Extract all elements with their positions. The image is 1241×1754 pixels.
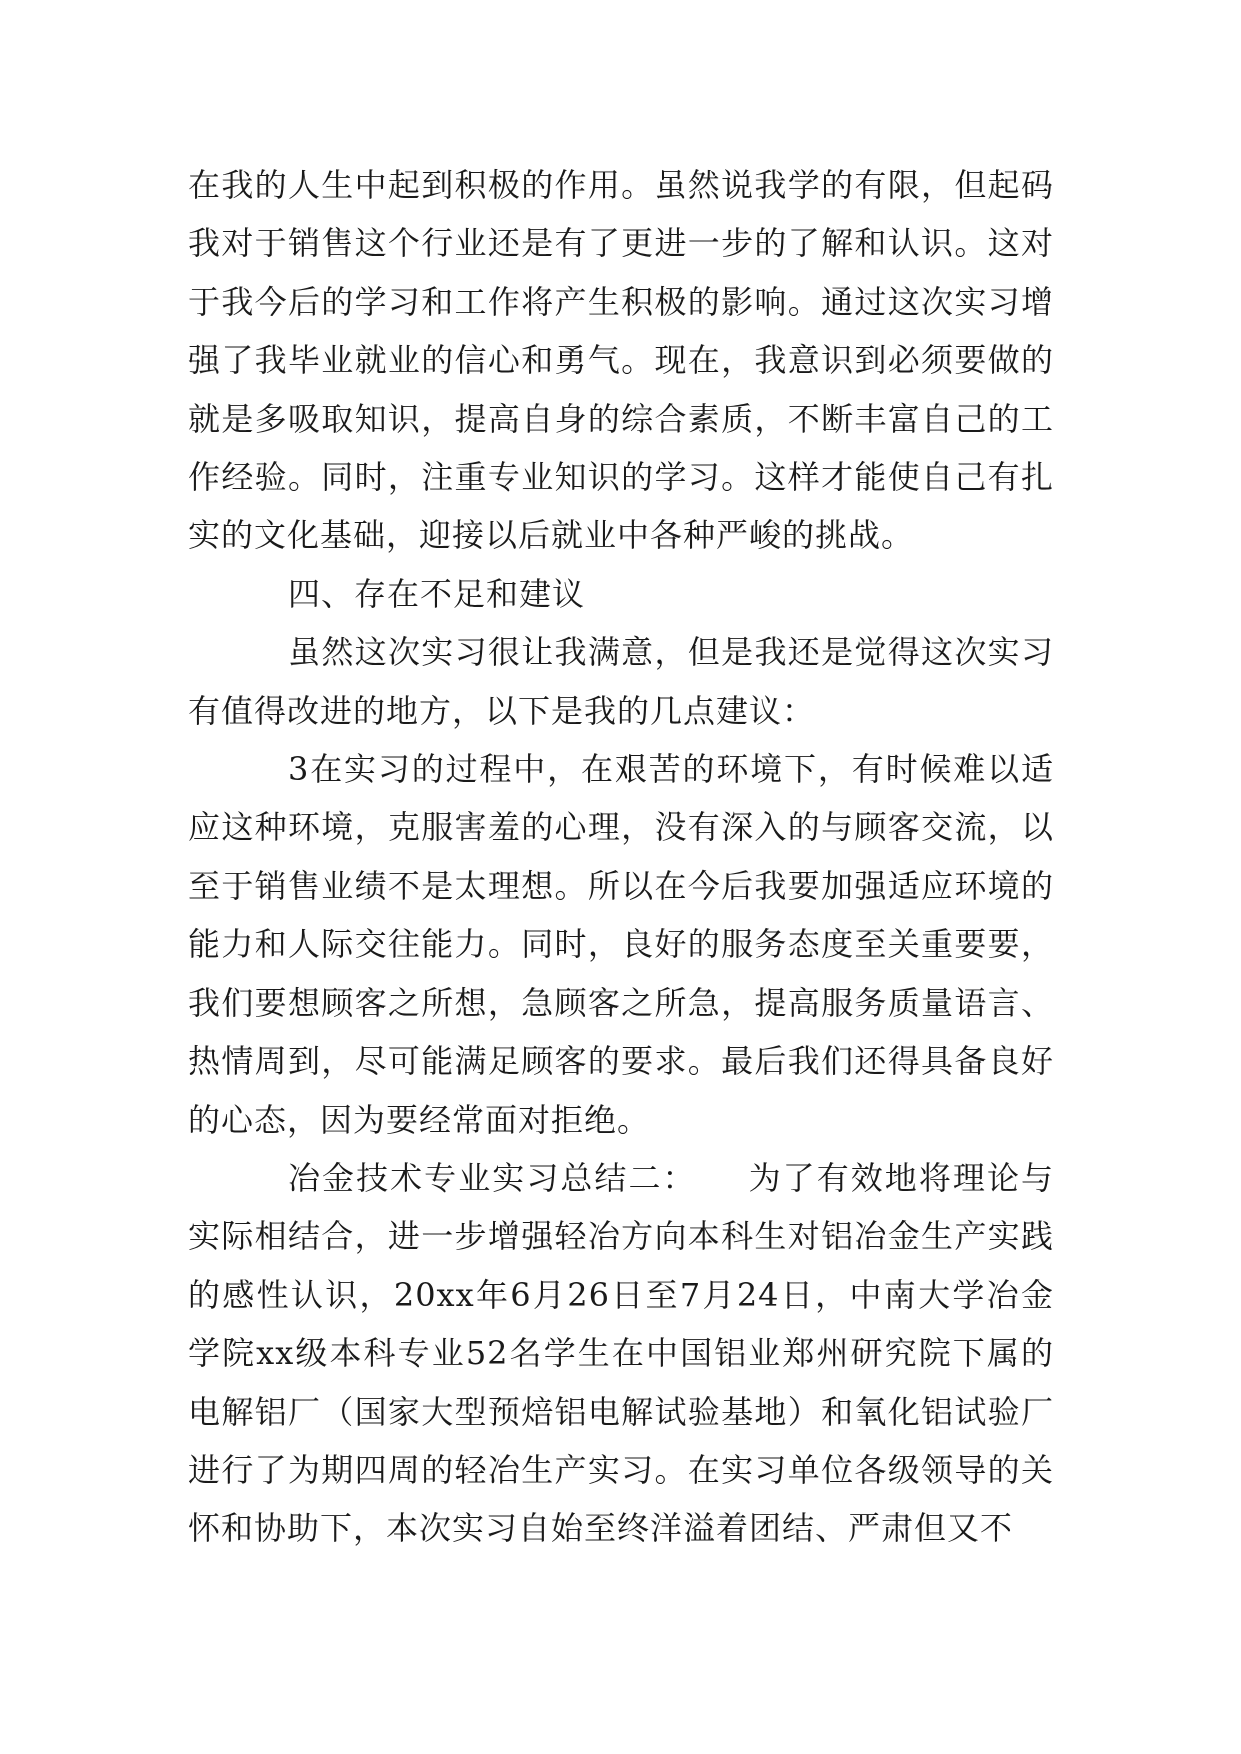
paragraph-suggestion-3: 3在实习的过程中，在艰苦的环境下，有时候难以适应这种环境，克服害羞的心理，没有深入的与顾客交流，以至于销售业绩不是太理想。所以在今后我要加强适应环境的能力和人际交往能力。同时，良好的服务态度至关重要要，我们要想顾客之所想，急顾客之所急，提高服务质量语言、热情周到，尽可能满足顾客的要求。最后我们还得具备良好的心态，因为要经常面对拒绝。 — [188, 750, 1054, 1139]
paragraph-suggestions-intro: 虽然这次实习很让我满意，但是我还是觉得这次实习有值得改进的地方，以下是我的几点建议： — [188, 633, 1054, 730]
document-body — [188, 156, 1054, 1558]
paragraph-summary-two: 冶金技术专业实习总结二： 为了有效地将理论与实际相结合，进一步增强轻冶方向本科生对铝冶金生产实践的感性认识，20xx年6月26日至7月24日，中南大学冶金学院xx级本科专业52名学生在中国铝业郑州研究院下属的电解铝厂（国家大型预焙铝电解试验基地）和氧化铝试验厂进行了为期四周的轻冶生产实习。在实习单位各级领导的关怀和协助下，本次实习自始至终洋溢着团结、严肃但又不 — [188, 1158, 1054, 1548]
paragraph-internship-reflection: 在我的人生中起到积极的作用。虽然说我学的有限，但起码我对于销售这个行业还是有了更进一步的了解和认识。这对于我今后的学习和工作将产生积极的影响。通过这次实习增强了我毕业就业的信心和勇气。现在，我意识到必须要做的就是多吸取知识，提高自身的综合素质，不断丰富自己的工作经验。同时，注重专业知识的学习。这样才能使自己有扎实的文化基础，迎接以后就业中各种严峻的挑战。 — [188, 166, 1054, 555]
section-heading-shortcomings: 四、存在不足和建议 — [288, 574, 586, 613]
